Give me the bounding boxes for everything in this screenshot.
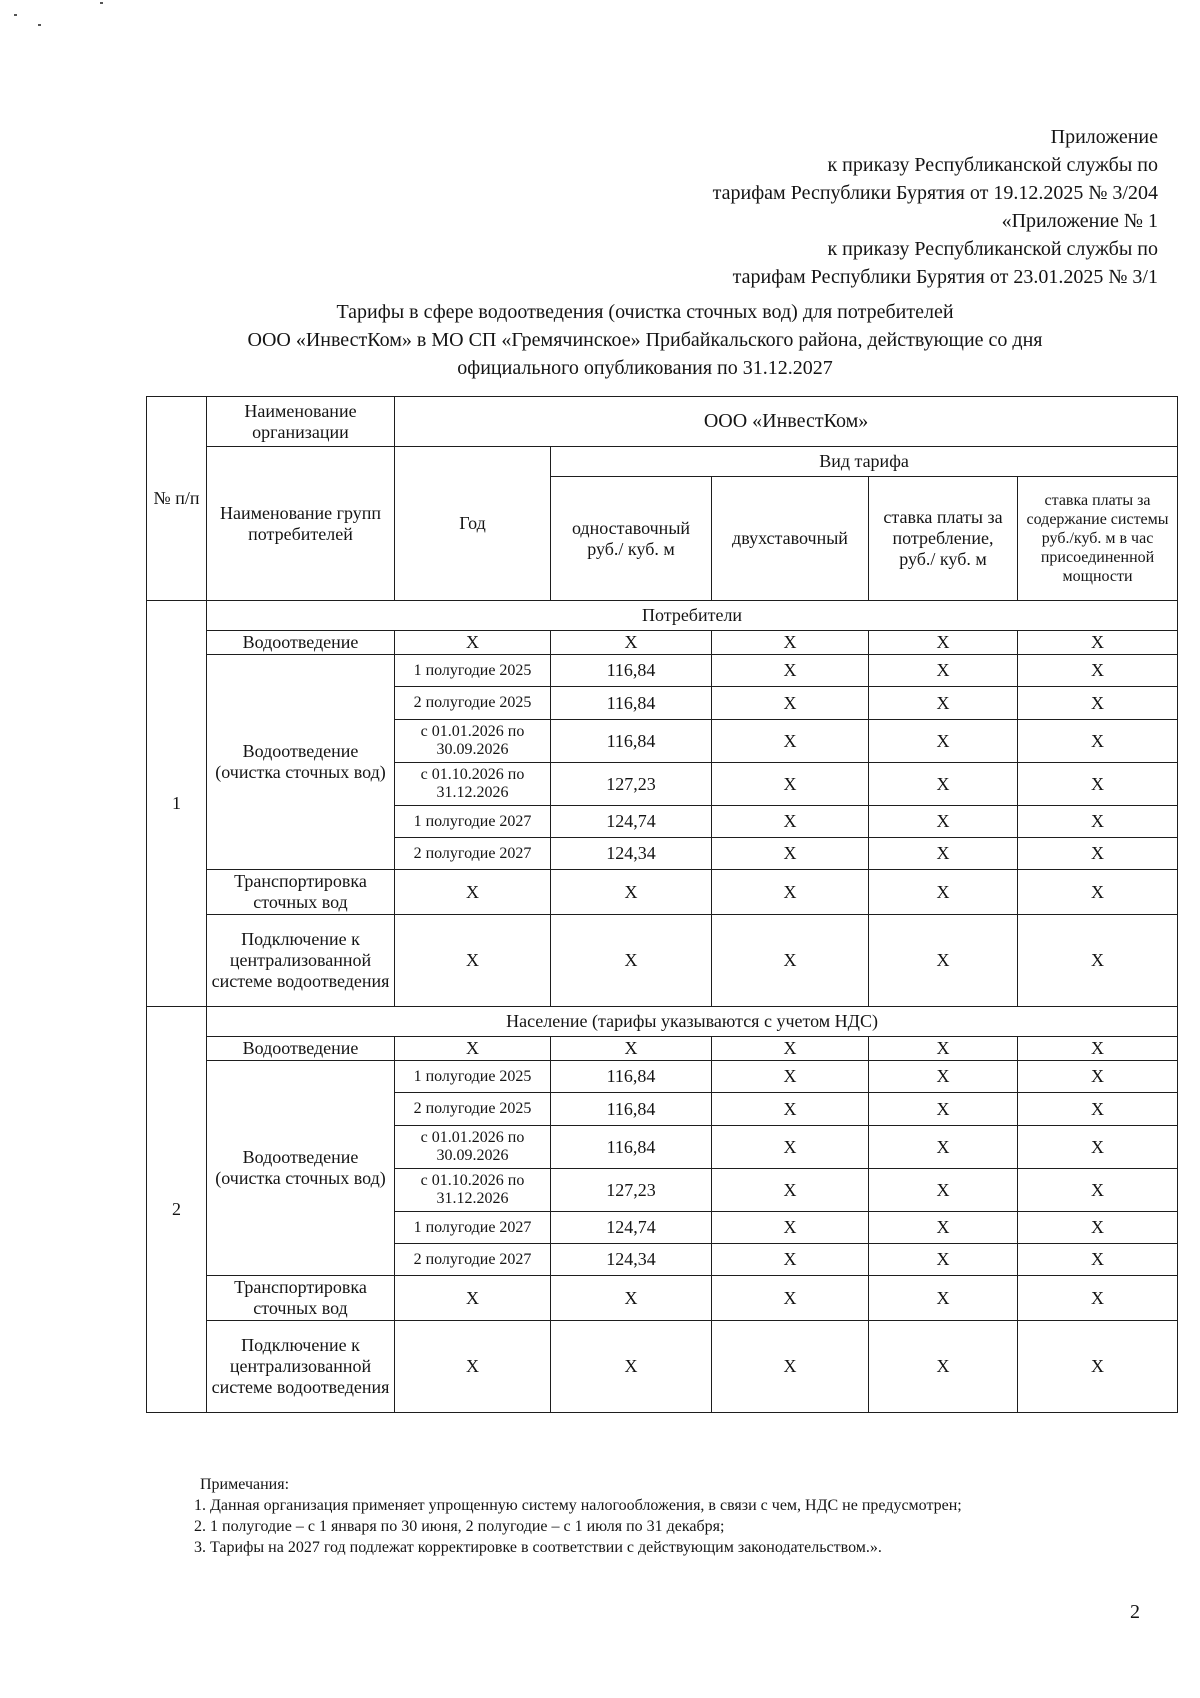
period-cell: с 01.01.2026 по 30.09.2026: [395, 720, 551, 763]
org-name: ООО «ИнвестКом»: [395, 397, 1178, 447]
x-mark-cell: X: [1018, 1037, 1178, 1061]
group-label: Наименование групп потребителей: [207, 447, 395, 601]
year-label: Год: [395, 447, 551, 601]
section-title: Население (тарифы указываются с учетом НДС): [207, 1007, 1178, 1037]
section-number: 1: [147, 601, 207, 1007]
header-line: к приказу Республиканской службы по: [827, 238, 1158, 260]
service-connection: Подключение к централизованной системе водоотведения: [207, 1321, 395, 1413]
note-item: 1. Данная организация применяет упрощенную систему налогообложения, в связи с чем, НДС не предусмотрен;: [194, 1497, 962, 1514]
notes: [194, 1474, 962, 1558]
double-rate-cell: X: [712, 1169, 869, 1212]
document-header: [713, 123, 1158, 291]
single-rate-cell: 116,84: [551, 687, 712, 720]
notes-heading: Примечания:: [200, 1476, 290, 1493]
consumption-rate-cell: X: [869, 655, 1018, 687]
single-rate-cell: 127,23: [551, 1169, 712, 1212]
double-rate-cell: X: [712, 687, 869, 720]
x-mark-cell: X: [869, 1276, 1018, 1321]
capacity-rate-cell: X: [1018, 1061, 1178, 1093]
x-mark-cell: X: [551, 870, 712, 915]
x-mark-cell: X: [1018, 915, 1178, 1007]
period-cell: 2 полугодие 2027: [395, 838, 551, 870]
x-mark-cell: X: [869, 915, 1018, 1007]
consumption-rate-cell: X: [869, 1126, 1018, 1169]
x-mark-cell: X: [395, 915, 551, 1007]
x-mark-cell: X: [712, 1321, 869, 1413]
double-rate-cell: X: [712, 763, 869, 806]
x-mark-cell: X: [395, 1037, 551, 1061]
x-mark-cell: X: [551, 1321, 712, 1413]
consumption-rate-cell: X: [869, 1061, 1018, 1093]
header-line: тарифам Республики Бурятия от 23.01.2025 № 3/1: [732, 266, 1158, 288]
single-rate-cell: 124,34: [551, 838, 712, 870]
x-mark-cell: X: [869, 631, 1018, 655]
period-cell: 1 полугодие 2025: [395, 655, 551, 687]
single-rate-cell: 127,23: [551, 763, 712, 806]
single-rate-cell: 116,84: [551, 1093, 712, 1126]
period-cell: 1 полугодие 2025: [395, 1061, 551, 1093]
x-mark-cell: X: [395, 1321, 551, 1413]
tariff-type-label: Вид тарифа: [551, 447, 1178, 477]
x-mark-cell: X: [869, 1037, 1018, 1061]
double-rate-cell: X: [712, 1126, 869, 1169]
x-mark-cell: X: [395, 870, 551, 915]
period-cell: с 01.10.2026 по 31.12.2026: [395, 1169, 551, 1212]
org-label: Наименование организации: [207, 397, 395, 447]
period-cell: 2 полугодие 2025: [395, 1093, 551, 1126]
section-number: 2: [147, 1007, 207, 1413]
capacity-rate-cell: X: [1018, 838, 1178, 870]
note-item: 3. Тарифы на 2027 год подлежат корректировке в соответствии с действующим законодательством.».: [194, 1539, 882, 1556]
capacity-rate-cell: X: [1018, 720, 1178, 763]
single-rate-cell: 124,34: [551, 1244, 712, 1276]
title-line: Тарифы в сфере водоотведения (очистка сточных вод) для потребителей: [336, 301, 954, 323]
capacity-rate-cell: X: [1018, 806, 1178, 838]
single-rate-cell: 116,84: [551, 720, 712, 763]
scan-speck: [38, 24, 41, 26]
consumption-rate-cell: X: [869, 1169, 1018, 1212]
col-header-single: одноставочный руб./ куб. м: [551, 477, 712, 601]
capacity-rate-cell: X: [1018, 687, 1178, 720]
title-line: официального опубликования по 31.12.2027: [457, 357, 833, 379]
period-cell: 1 полугодие 2027: [395, 1212, 551, 1244]
capacity-rate-cell: X: [1018, 763, 1178, 806]
double-rate-cell: X: [712, 1244, 869, 1276]
capacity-rate-cell: X: [1018, 1212, 1178, 1244]
x-mark-cell: X: [712, 1276, 869, 1321]
x-mark-cell: X: [1018, 1276, 1178, 1321]
x-mark-cell: X: [1018, 631, 1178, 655]
x-mark-cell: X: [395, 631, 551, 655]
double-rate-cell: X: [712, 806, 869, 838]
x-mark-cell: X: [551, 1276, 712, 1321]
period-cell: 1 полугодие 2027: [395, 806, 551, 838]
capacity-rate-cell: X: [1018, 655, 1178, 687]
x-mark-cell: X: [712, 870, 869, 915]
scan-speck: [100, 2, 103, 4]
note-item: 2. 1 полугодие – с 1 января по 30 июня, 2 полугодие – с 1 июля по 31 декабря;: [194, 1518, 725, 1535]
period-cell: 2 полугодие 2025: [395, 687, 551, 720]
single-rate-cell: 116,84: [551, 1126, 712, 1169]
title-line: ООО «ИнвестКом» в МО СП «Гремячинское» Прибайкальского района, действующие со дня: [247, 329, 1043, 351]
double-rate-cell: X: [712, 655, 869, 687]
service-cleaning: Водоотведение (очистка сточных вод): [207, 655, 395, 870]
double-rate-cell: X: [712, 838, 869, 870]
service-transport: Транспортировка сточных вод: [207, 870, 395, 915]
consumption-rate-cell: X: [869, 1244, 1018, 1276]
single-rate-cell: 116,84: [551, 1061, 712, 1093]
consumption-rate-cell: X: [869, 687, 1018, 720]
scan-speck: [14, 14, 17, 16]
capacity-rate-cell: X: [1018, 1169, 1178, 1212]
service-connection: Подключение к централизованной системе водоотведения: [207, 915, 395, 1007]
x-mark-cell: X: [712, 631, 869, 655]
col-header-capacity: ставка платы за содержание системы руб./куб. м в час присоединенной мощности: [1018, 477, 1178, 601]
single-rate-cell: 124,74: [551, 1212, 712, 1244]
service-vodootvedenie: Водоотведение: [207, 1037, 395, 1061]
x-mark-cell: X: [869, 1321, 1018, 1413]
period-cell: с 01.10.2026 по 31.12.2026: [395, 763, 551, 806]
header-line: тарифам Республики Бурятия от 19.12.2025 № 3/204: [712, 182, 1158, 204]
double-rate-cell: X: [712, 1061, 869, 1093]
consumption-rate-cell: X: [869, 806, 1018, 838]
col-header-double: двухставочный: [712, 477, 869, 601]
double-rate-cell: X: [712, 1093, 869, 1126]
capacity-rate-cell: X: [1018, 1244, 1178, 1276]
header-line: «Приложение № 1: [1001, 210, 1158, 232]
service-transport: Транспортировка сточных вод: [207, 1276, 395, 1321]
service-cleaning: Водоотведение (очистка сточных вод): [207, 1061, 395, 1276]
header-line: Приложение: [1050, 126, 1158, 148]
capacity-rate-cell: X: [1018, 1126, 1178, 1169]
x-mark-cell: X: [712, 1037, 869, 1061]
x-mark-cell: X: [395, 1276, 551, 1321]
period-cell: 2 полугодие 2027: [395, 1244, 551, 1276]
x-mark-cell: X: [1018, 1321, 1178, 1413]
col-header-num: № п/п: [147, 397, 207, 601]
document-title: [150, 298, 1140, 382]
double-rate-cell: X: [712, 720, 869, 763]
col-header-consumption: ставка платы за потребление, руб./ куб. м: [869, 477, 1018, 601]
x-mark-cell: X: [1018, 870, 1178, 915]
consumption-rate-cell: X: [869, 838, 1018, 870]
capacity-rate-cell: X: [1018, 1093, 1178, 1126]
section-title: Потребители: [207, 601, 1178, 631]
double-rate-cell: X: [712, 1212, 869, 1244]
consumption-rate-cell: X: [869, 1212, 1018, 1244]
consumption-rate-cell: X: [869, 763, 1018, 806]
header-line: к приказу Республиканской службы по: [827, 154, 1158, 176]
consumption-rate-cell: X: [869, 720, 1018, 763]
x-mark-cell: X: [551, 1037, 712, 1061]
page-number: 2: [1130, 1601, 1140, 1623]
x-mark-cell: X: [551, 631, 712, 655]
consumption-rate-cell: X: [869, 1093, 1018, 1126]
period-cell: с 01.01.2026 по 30.09.2026: [395, 1126, 551, 1169]
x-mark-cell: X: [551, 915, 712, 1007]
x-mark-cell: X: [869, 870, 1018, 915]
single-rate-cell: 124,74: [551, 806, 712, 838]
service-vodootvedenie: Водоотведение: [207, 631, 395, 655]
x-mark-cell: X: [712, 915, 869, 1007]
tariff-table: [146, 396, 1178, 1413]
single-rate-cell: 116,84: [551, 655, 712, 687]
